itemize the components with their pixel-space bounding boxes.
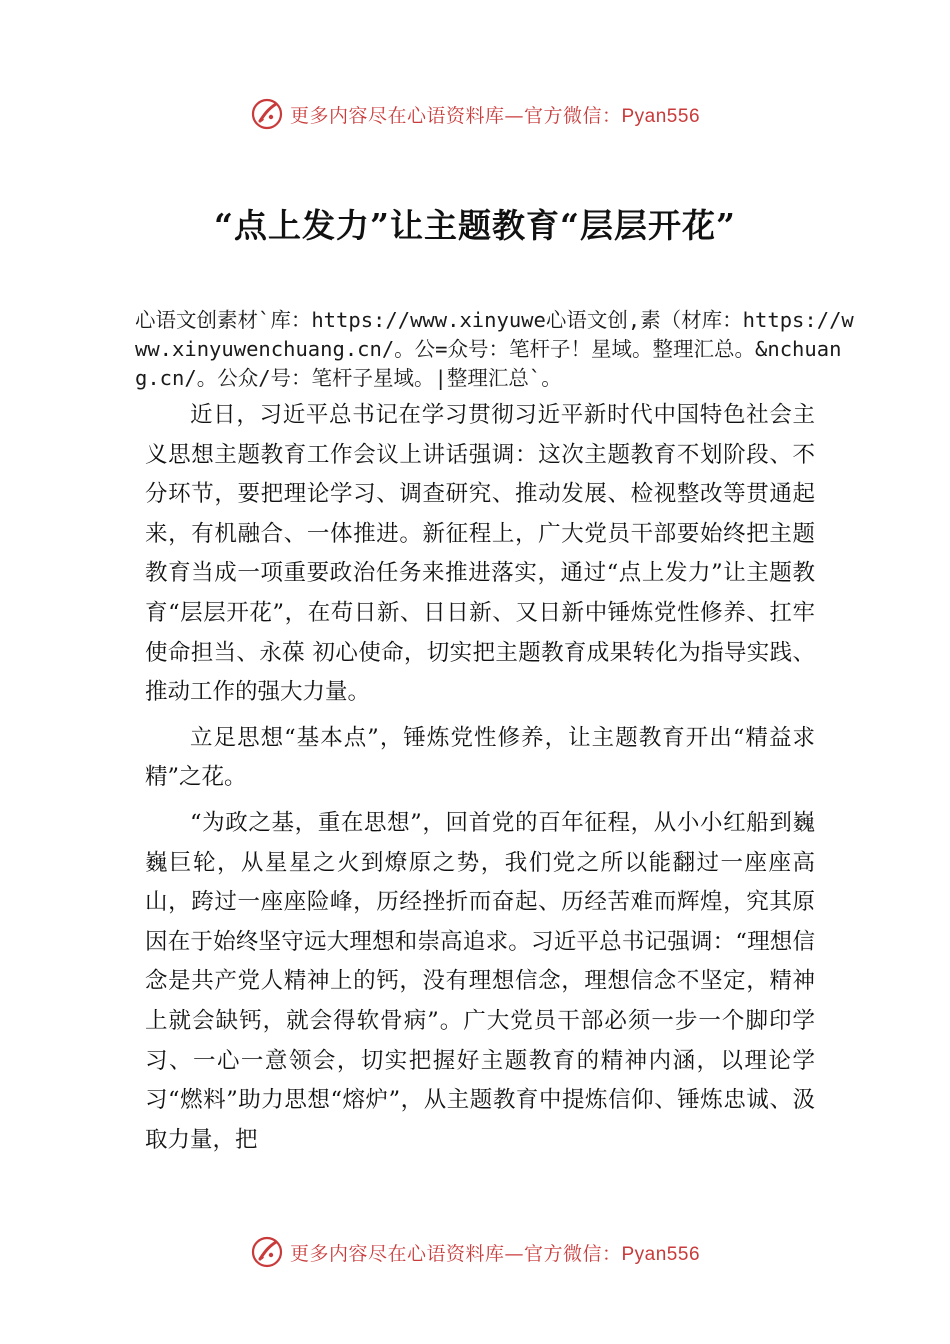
paragraph: 近日，习近平总书记在学习贯彻习近平新时代中国特色社会主义思想主题教育工作会议上讲话强调：这次主题教育不划阶段、不分环节，要把理论学习、调查研究、推动发展、检视整改等贯通起来，有机融合、一体推进。新征程上，广大党员干部要始终把主题教育当成一项重要政治任务来推进落实，通过“点上发力”让主题教育“层层开花”，在苟日新、日日新、又日新中锤炼党性修养、扛牢使命担当、永葆 初心使命，切实把主题教育成果转化为指导实践、推动工作的强大力量。: [145, 402, 815, 706]
brush-logo-icon: [250, 1235, 284, 1269]
banner-text: 更多内容尽在心语资料库—官方微信：Pyan556: [289, 1242, 701, 1265]
paragraph: 立足思想“基本点”，锤炼党性修养，让主题教育开出“精益求精”之花。: [145, 724, 815, 791]
header-banner: [0, 94, 950, 134]
document-title: “点上发力”让主题教育“层层开花”: [214, 206, 736, 245]
banner-text: 更多内容尽在心语资料库—官方微信：Pyan556: [289, 104, 701, 127]
paragraph: “为政之基，重在思想”，回首党的百年征程，从小小红船到巍巍巨轮，从星星之火到燎原之势，我们党之所以能翻过一座座高山，跨过一座座险峰，历经挫折而奋起、历经苦难而辉煌，究其原因在于始终坚守远大理想和崇高追求。习近平总书记强调：“理想信念是共产党人精神上的钙，没有理想信念，理想信念不坚定，精神上就会缺钙，就会得软骨病”。广大党员干部必须一步一个脚印学习、一心一意领会，切实把握好主题教育的精神内涵，以理论学习“燃料”助力思想“熔炉”，从主题教育中提炼信仰、锤炼忠诚、汲取力量，把: [145, 809, 815, 1153]
document-body: [145, 396, 815, 1160]
source-line: 心语文创素材`库：https://www.xinyuwe心语文创,素（材库：https://www.xinyuwenchuang.cn/。公=众号：笔杆子！星域。整理汇总。&nchuang.cn/。公众/号：笔杆子星域。|整理汇总`。: [135, 308, 854, 390]
footer-banner: [0, 1232, 950, 1272]
brush-logo-icon: [250, 97, 284, 131]
